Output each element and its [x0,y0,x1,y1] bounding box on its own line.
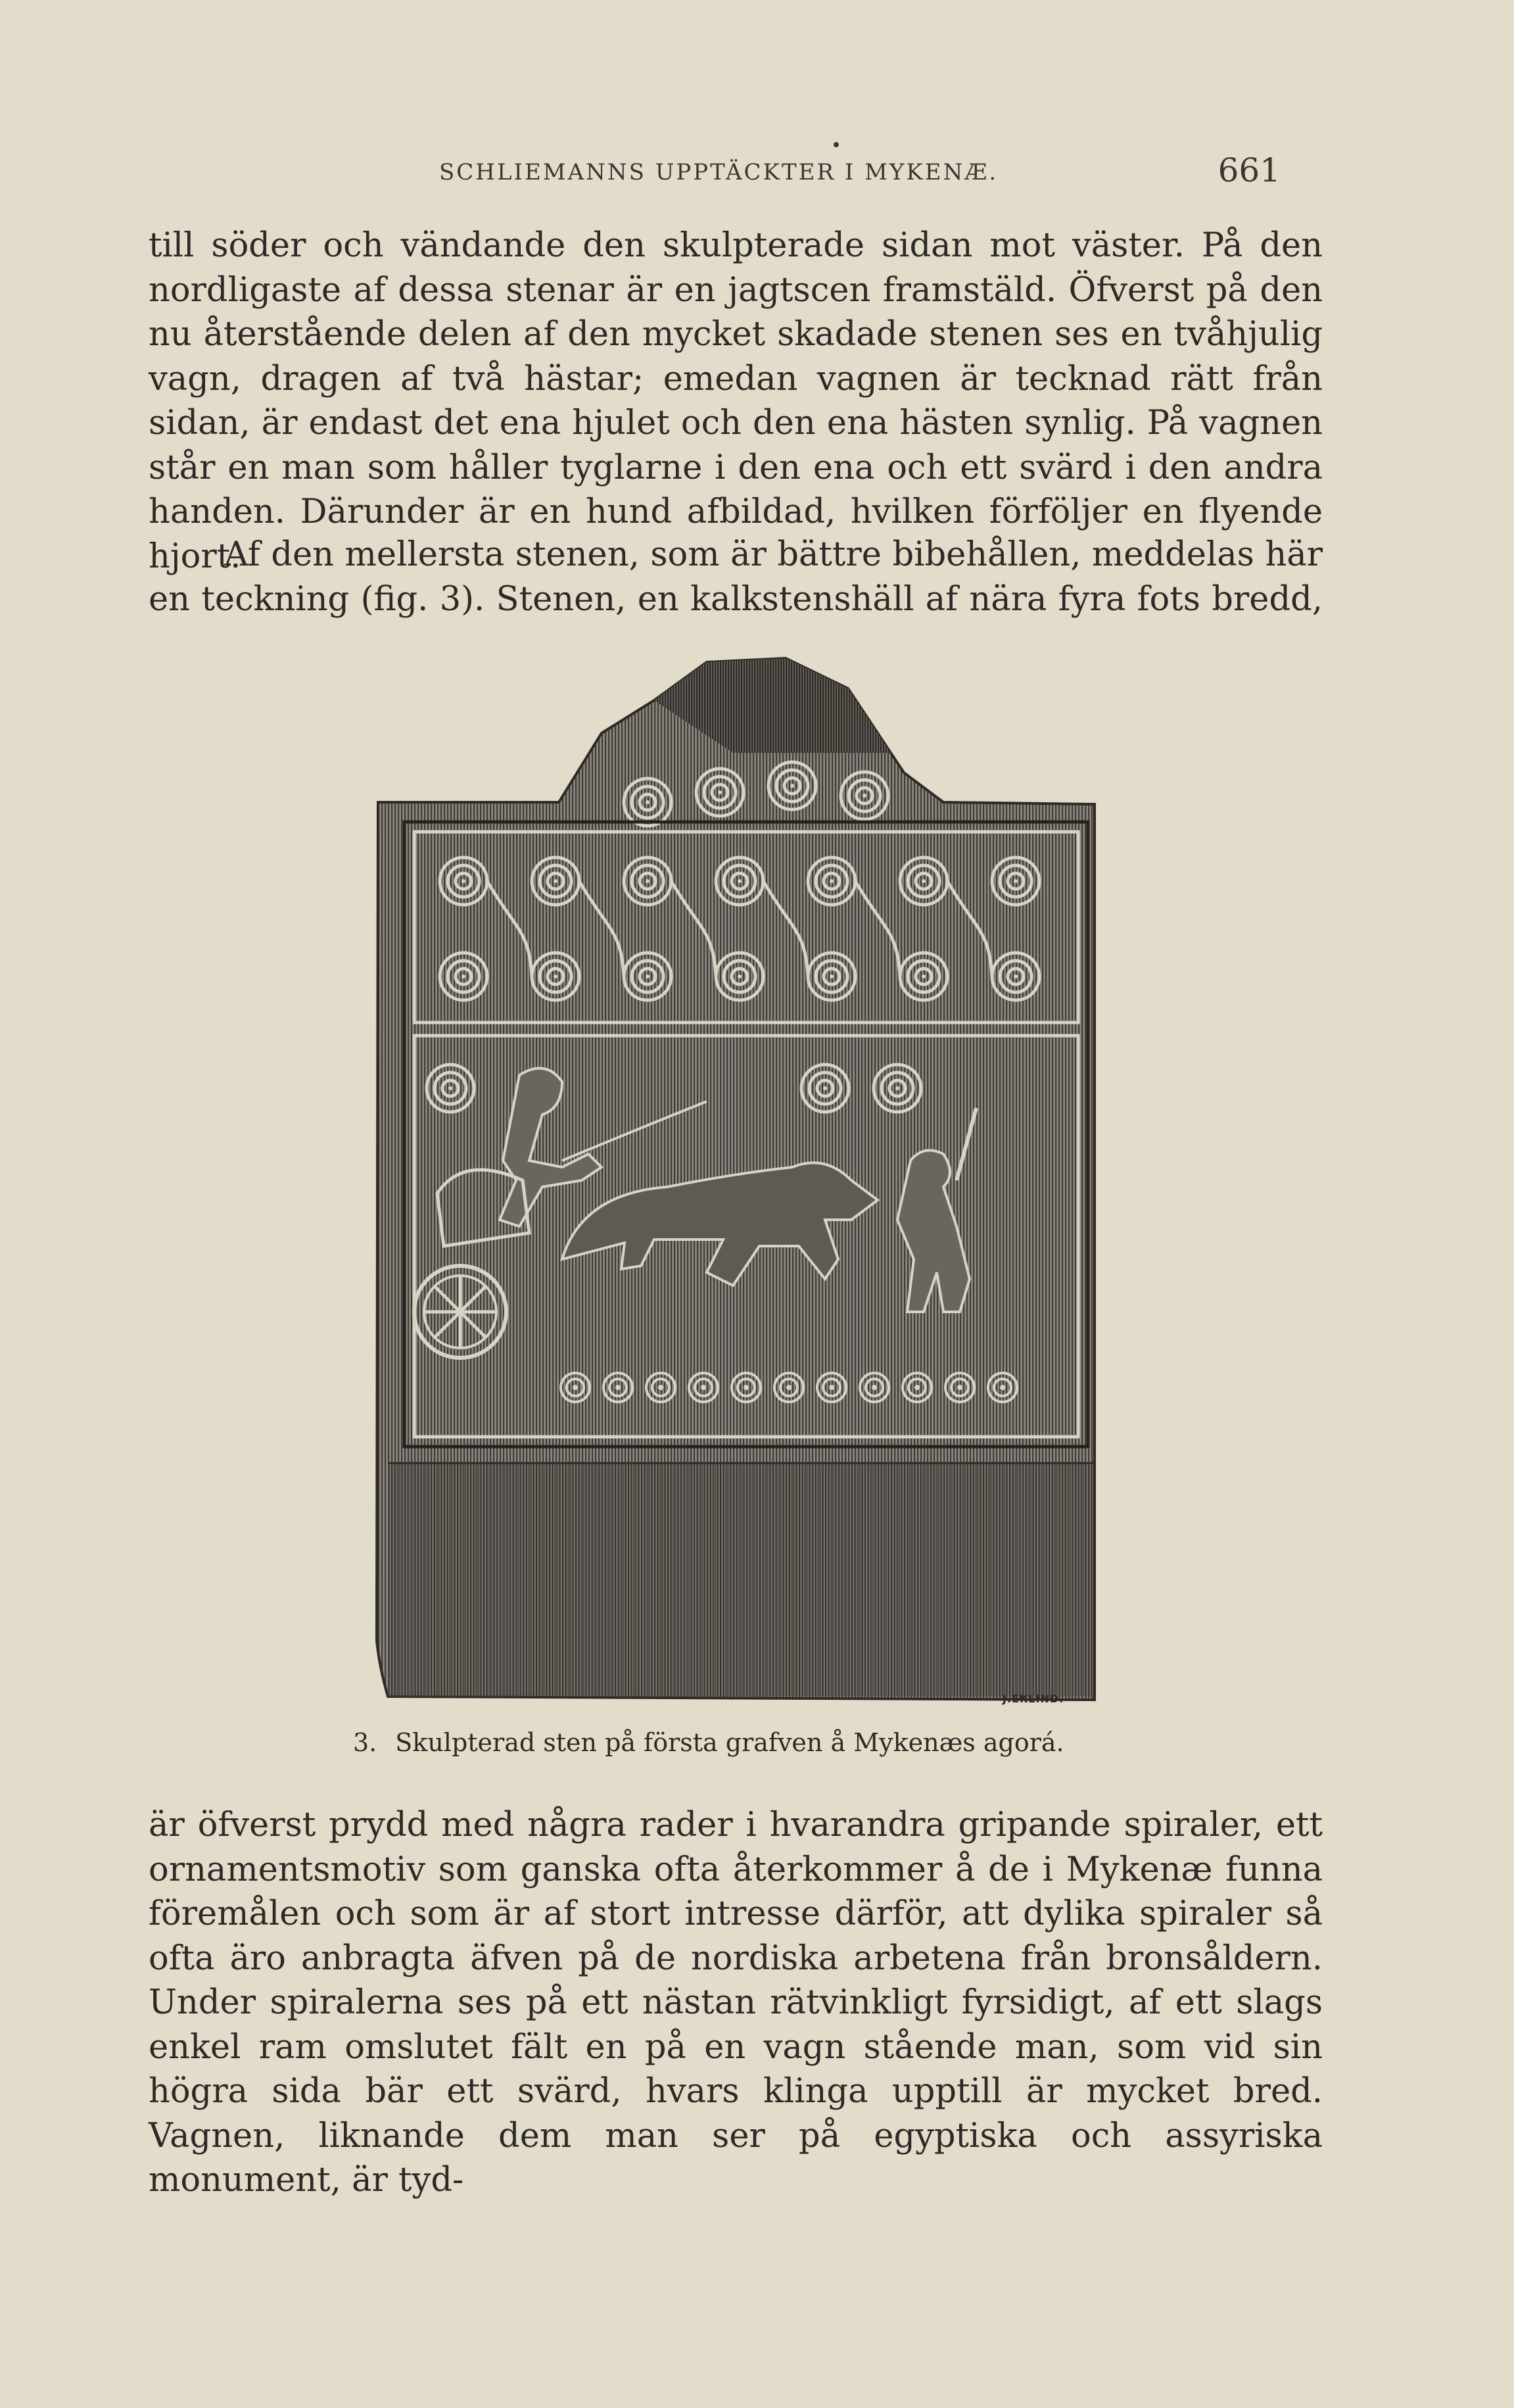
paragraph-2: Af den mellersta stenen, som är bättre bibehållen, meddelas här en teckning (fig. 3). Stenen, en kalkstenshäll af nära fyra fots bredd, [149,535,1323,619]
paragraph-3: är öfverst prydd med några rader i hvarandra gripande spiraler, ett ornamentsmotiv som ganska ofta återkommer å de i Mykenæ funna föremålen och som är af stort intresse därför, att dylika spiraler så ofta äro anbragta äfven på de nordiska arbetena från bronsåldern. Under spiralerna ses på ett nästan rätvinkligt fyrsidigt, af ett slags enkel ram omslutet fält en på en vagn stående man, som vid sin högra sida bär ett svärd, hvars klinga upptill är mycket bred. Vagnen, liknande dem man ser på egyptiska och assyriska monument, är tyd- [149,1806,1323,2200]
header-dot [834,142,839,147]
running-title: SCHLIEMANNS UPPTÄCKTER I MYKENÆ. [439,159,999,185]
stele-illustration [365,654,1108,1720]
paragraph-1: till söder och vändande den skulpterade sidan mot väster. På den nordligaste af dessa stenar är en jagtscen framstäld. Öfverst på den nu återstående delen af den mycket skadade stenen ses en tvåhjulig vagn, dragen af två hästar; emedan vagnen är tecknad rätt från sidan, är endast det ena hjulet och den ena hästen synlig. På vagnen står en man som håller tyglarne i den ena och ett svärd i den andra handen. Därunder är en hund afbildad, hvilken förföljer en flyende hjort. [149,226,1323,576]
figure-caption-text: Skulpterad sten på första grafven å Mykenæs agorá. [395,1728,1064,1757]
page-header [150,150,1281,196]
figure-caption [353,1728,1064,1757]
engraver-signature: J.EKLIND. [1003,1693,1064,1705]
figure-stele-engraving [365,654,1108,1720]
page-number: 661 [1218,151,1281,189]
figure-number: 3. [353,1728,377,1757]
